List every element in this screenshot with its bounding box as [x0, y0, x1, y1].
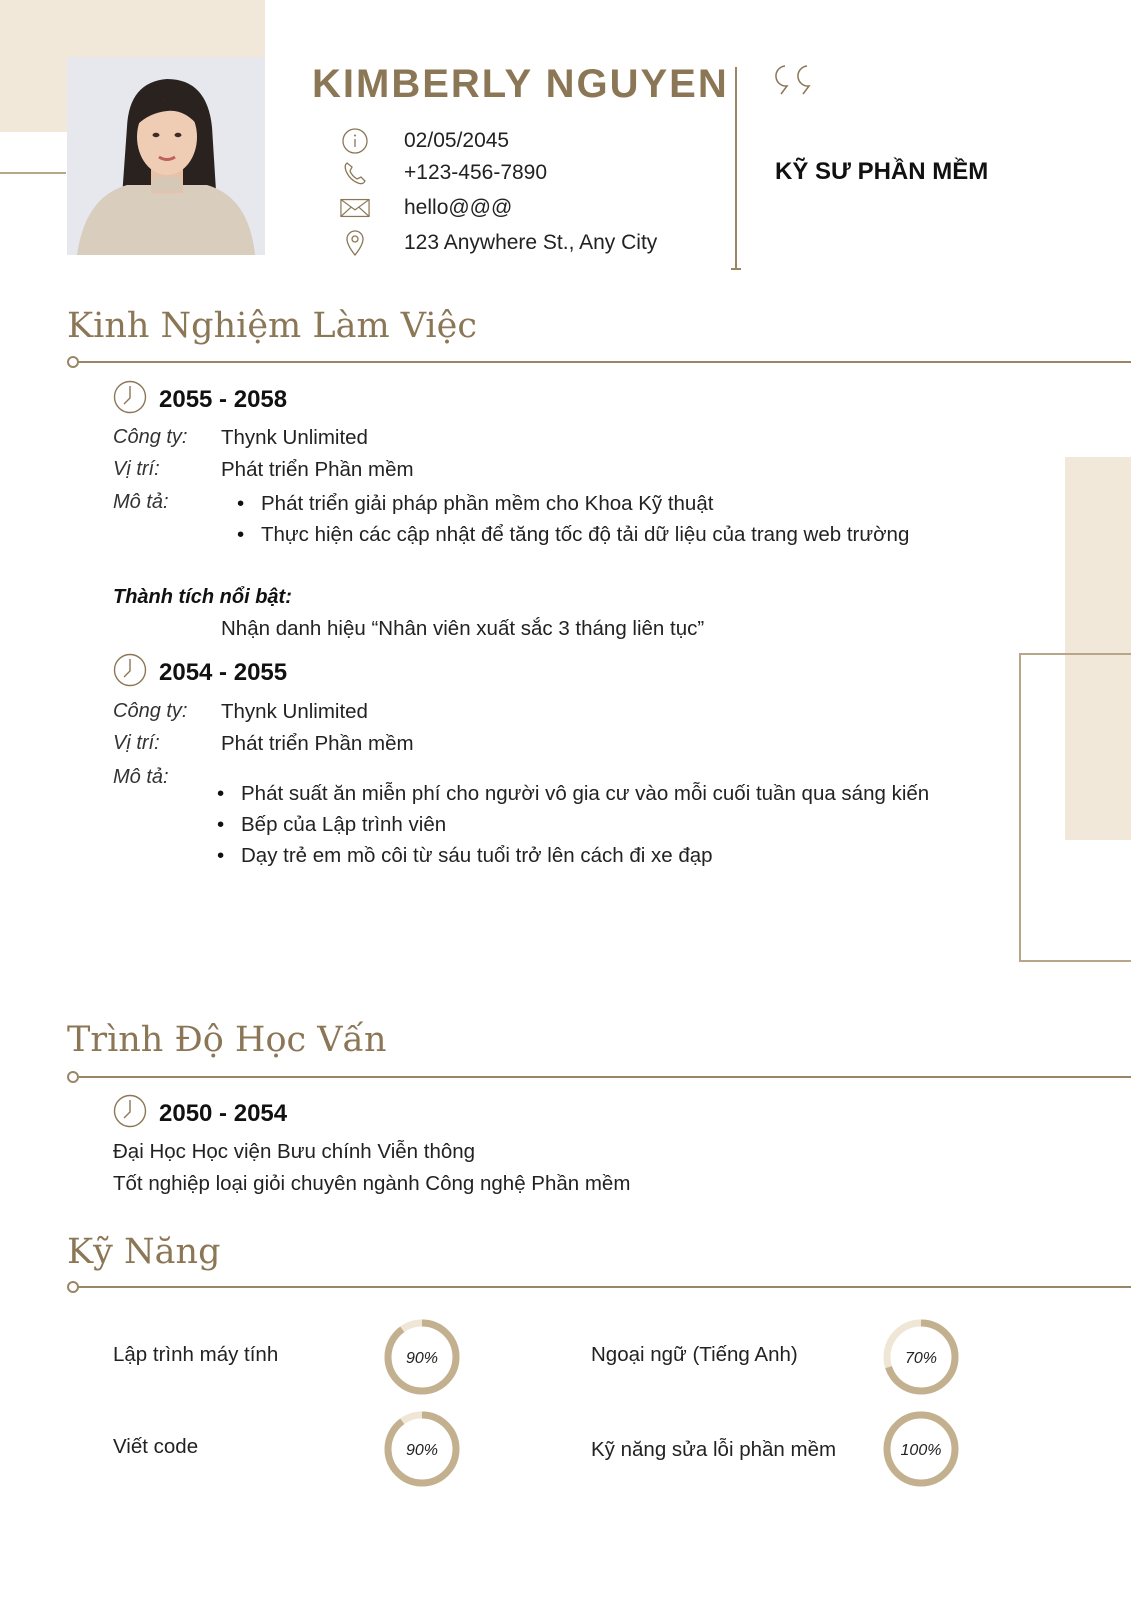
quote-icon: [773, 64, 823, 103]
job-2-period: [113, 653, 287, 692]
header-divider-cap: [731, 268, 741, 270]
job-2-position: Phát triển Phần mềm: [221, 732, 414, 755]
job-1-bullets: [261, 488, 909, 550]
skill-ring: [383, 1318, 461, 1396]
list-item: • Thực hiện các cập nhật để tăng tốc độ tải dữ liệu của trang web trường: [261, 519, 909, 550]
job-1-years: 2055 - 2058: [159, 385, 288, 413]
job-2-position-label: Vị trí:: [113, 732, 160, 754]
list-item: • Phát suất ăn miễn phí cho người vô gia cư vào mỗi cuối tuần qua sáng kiến: [241, 778, 929, 809]
mail-icon: [340, 193, 370, 223]
birthdate-text: 02/05/2045: [404, 129, 510, 152]
job-1-position-label: Vị trí:: [113, 458, 160, 480]
job-1-position: Phát triển Phần mềm: [221, 458, 414, 481]
skill-percent: 90%: [405, 1442, 439, 1459]
right-outline-frame: [1019, 653, 1131, 962]
skill-label: Kỹ năng sửa lỗi phần mềm: [591, 1438, 837, 1461]
header-vertical-divider: [735, 67, 737, 269]
job-2-description-label: Mô tả:: [113, 766, 169, 788]
header-left-rule: [0, 172, 66, 174]
phone-icon: [340, 158, 370, 188]
job-title: KỸ SƯ PHẦN MỀM: [775, 158, 989, 185]
education-degree: Tốt nghiệp loại giỏi chuyên ngành Công nghệ Phần mềm: [113, 1172, 631, 1195]
list-item: • Phát triển giải pháp phần mềm cho Khoa Kỹ thuật: [261, 488, 909, 519]
experience-heading: Kinh Nghiệm Làm Việc: [67, 306, 477, 346]
job-2-company-label: Công ty:: [113, 700, 188, 722]
skill-ring: [383, 1410, 461, 1488]
contact-address: [340, 228, 658, 258]
achievement-text: Nhận danh hiệu “Nhân viên xuất sắc 3 tháng liên tục”: [221, 617, 705, 640]
education-divider: [79, 1076, 1131, 1078]
experience-line-dot: [67, 356, 79, 368]
list-item: • Bếp của Lập trình viên: [241, 809, 929, 840]
phone-text: +123-456-7890: [404, 161, 548, 184]
clock-icon: [113, 1094, 147, 1133]
skills-heading: Kỹ Năng: [67, 1232, 221, 1272]
job-2-company: Thynk Unlimited: [221, 700, 368, 723]
job-2-bullets: [241, 778, 929, 871]
address-text: 123 Anywhere St., Any City: [404, 231, 658, 254]
experience-divider: [79, 361, 1131, 363]
avatar: [67, 57, 265, 255]
skill-percent: 100%: [900, 1442, 942, 1459]
education-school: Đại Học Học viện Bưu chính Viễn thông: [113, 1140, 476, 1163]
education-period: [113, 1094, 287, 1133]
clock-icon: [113, 653, 147, 692]
skills-divider: [79, 1286, 1131, 1288]
job-1-company: Thynk Unlimited: [221, 426, 368, 449]
skills-line-dot: [67, 1281, 79, 1293]
education-years: 2050 - 2054: [159, 1099, 288, 1127]
email-text: hello@@@: [404, 196, 513, 219]
person-name: KIMBERLY NGUYEN: [312, 62, 729, 106]
list-item: • Dạy trẻ em mồ côi từ sáu tuổi trở lên cách đi xe đạp: [241, 840, 929, 871]
contact-email: [340, 193, 513, 223]
education-heading: Trình Độ Học Vấn: [67, 1020, 387, 1060]
skill-label: Lập trình máy tính: [113, 1343, 279, 1366]
skill-ring: [882, 1410, 960, 1488]
location-icon: [340, 228, 370, 258]
education-line-dot: [67, 1071, 79, 1083]
skill-label: Viết code: [113, 1435, 199, 1458]
contact-phone: [340, 158, 548, 188]
job-1-company-label: Công ty:: [113, 426, 188, 448]
clock-icon: [113, 380, 147, 419]
job-1-period: [113, 380, 287, 419]
info-icon: [340, 126, 370, 156]
job-2-years: 2054 - 2055: [159, 658, 288, 686]
skill-label: Ngoại ngữ (Tiếng Anh): [591, 1343, 798, 1366]
achievement-label: Thành tích nổi bật:: [113, 586, 292, 608]
job-1-description-label: Mô tả:: [113, 491, 169, 513]
skill-ring: [882, 1318, 960, 1396]
skill-percent: 70%: [904, 1350, 938, 1367]
contact-birthdate: [340, 126, 510, 156]
skill-percent: 90%: [405, 1350, 439, 1367]
